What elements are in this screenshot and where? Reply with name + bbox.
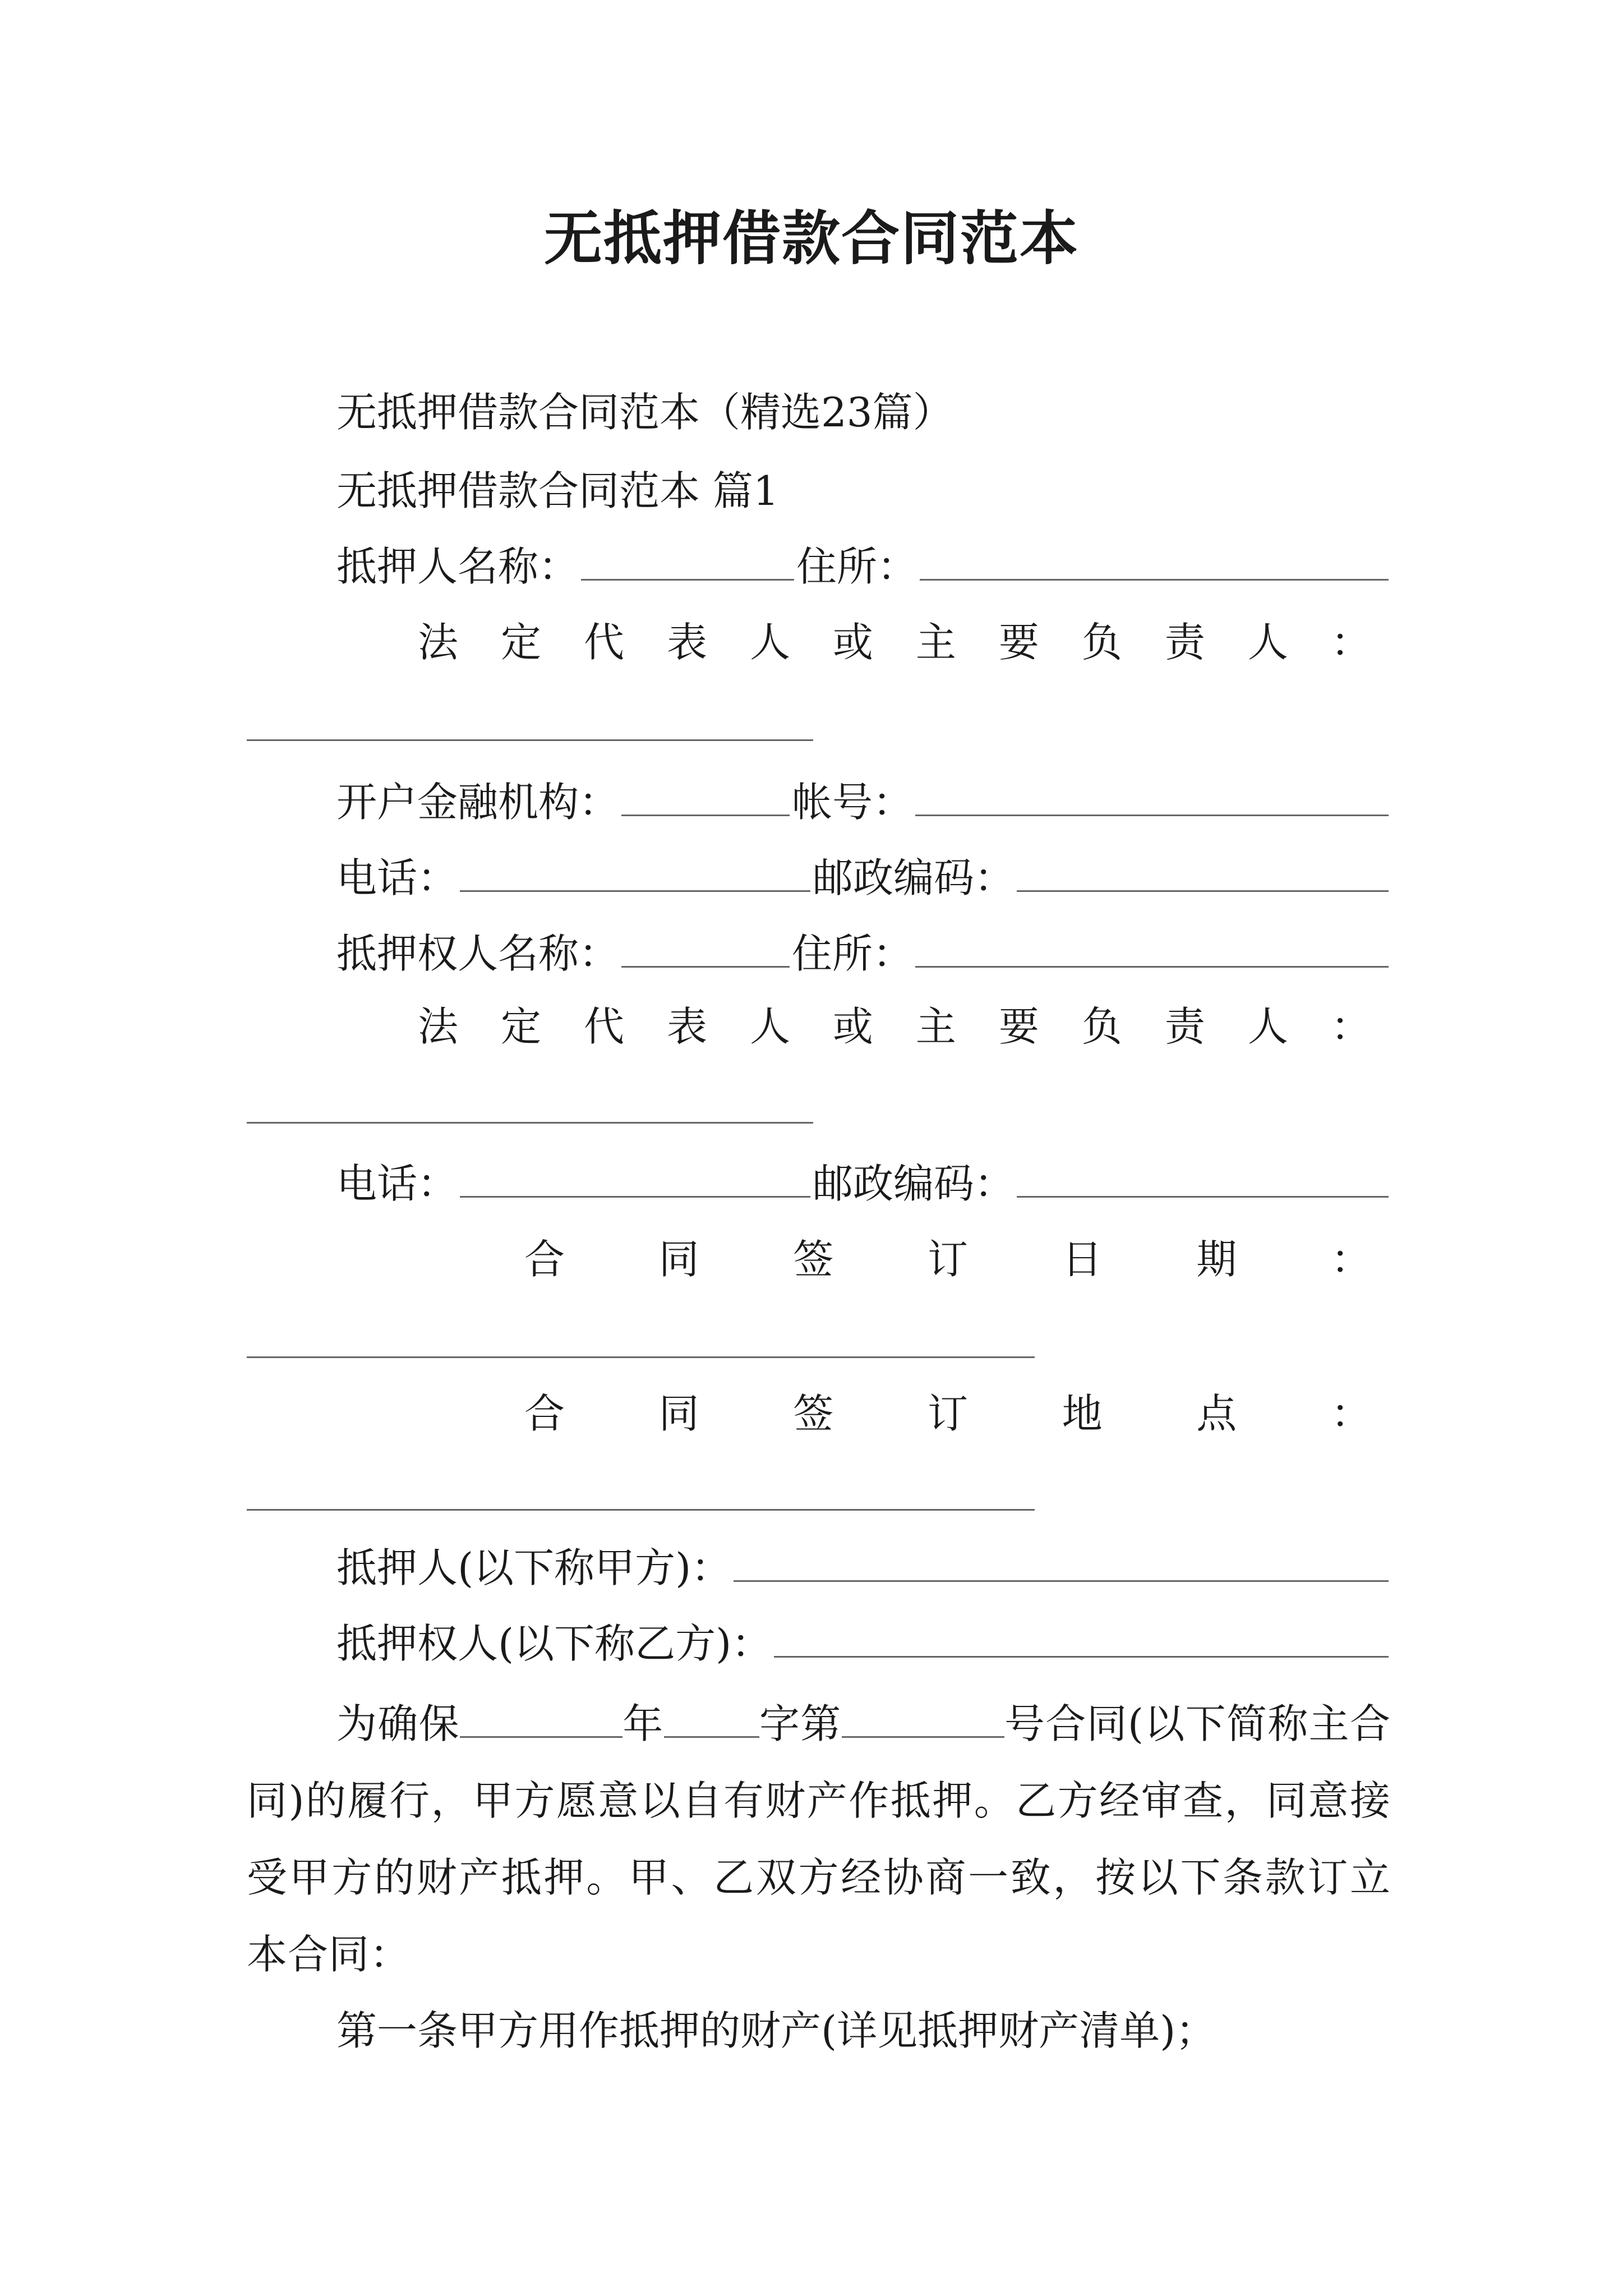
legal-rep-1-char: 负 xyxy=(1081,619,1122,666)
sign-place-char: 点 xyxy=(1196,1390,1237,1437)
legal-rep-2-char: 表 xyxy=(666,1003,707,1050)
sign-date-char: ： xyxy=(1330,1236,1371,1283)
phone-blank-2[interactable] xyxy=(460,1156,810,1198)
sign-date-char: 期 xyxy=(1196,1236,1237,1283)
phone-row-2 xyxy=(336,1153,1391,1214)
mortgagee-name-label: 抵押权人名称： xyxy=(336,930,620,977)
party-b-row xyxy=(336,1613,1391,1674)
legal-rep-1-char: 人 xyxy=(1247,619,1288,666)
legal-rep-2-char: 人 xyxy=(749,1003,790,1050)
sign-place-char: 地 xyxy=(1062,1390,1103,1437)
legal-rep-2-char: 或 xyxy=(832,1003,873,1050)
preamble-text-4: 号合同(以下简称主合同)的履行，甲方愿意以自有财产作抵押。乙方经审查，同意接受甲方的财产抵押。甲、乙双方经协商一致，按以下条款订立本合同： xyxy=(247,1700,1391,1978)
mortgagor-row xyxy=(336,536,1391,597)
legal-rep-2-char: 定 xyxy=(500,1003,541,1050)
party-b-label: 抵押权人(以下称乙方)： xyxy=(336,1620,772,1667)
account-blank[interactable] xyxy=(915,774,1389,816)
legal-rep-1-char: 法 xyxy=(418,619,459,666)
subtitle-line xyxy=(336,381,1391,443)
sign-place-label xyxy=(524,1383,1371,1444)
contract-code-blank[interactable] xyxy=(460,1697,623,1738)
postcode-label-1: 邮政编码： xyxy=(813,854,1015,901)
bank-label: 开户金融机构： xyxy=(336,779,620,826)
postcode-blank-1[interactable] xyxy=(1017,850,1389,892)
mortgagor-name-blank[interactable] xyxy=(581,539,794,581)
mortgagee-row xyxy=(336,923,1391,984)
legal-rep-1-char: 定 xyxy=(500,619,541,666)
document-title: 无抵押借款合同范本 xyxy=(543,204,1079,273)
contract-number-blank[interactable] xyxy=(842,1697,1004,1738)
section-heading-line xyxy=(336,460,1391,522)
legal-rep-1-char: 代 xyxy=(583,619,624,666)
mortgagee-residence-blank[interactable] xyxy=(915,926,1389,968)
preamble-text-3: 字第 xyxy=(759,1700,842,1747)
preamble-text-2: 年 xyxy=(622,1700,664,1747)
bank-row xyxy=(336,771,1391,833)
section-heading: 无抵押借款合同范本 篇1 xyxy=(336,467,779,514)
sign-place-char: 合 xyxy=(524,1390,565,1437)
legal-rep-2-char: 人 xyxy=(1247,1003,1288,1050)
legal-rep-2-char: 代 xyxy=(583,1003,624,1050)
bank-blank[interactable] xyxy=(621,774,790,816)
legal-rep-1-char: 或 xyxy=(832,619,873,666)
party-a-label: 抵押人(以下称甲方)： xyxy=(336,1544,732,1591)
postcode-blank-2[interactable] xyxy=(1017,1156,1389,1198)
phone-blank-1[interactable] xyxy=(460,850,810,892)
account-label: 帐号： xyxy=(792,779,914,826)
preamble-paragraph xyxy=(247,1686,1391,1993)
sign-place-char: 签 xyxy=(793,1390,834,1437)
legal-rep-2-char: 责 xyxy=(1164,1003,1205,1050)
legal-rep-1-char: 主 xyxy=(915,619,956,666)
contract-year-blank[interactable] xyxy=(664,1697,759,1738)
legal-rep-2-char: 法 xyxy=(418,1003,459,1050)
legal-rep-1-char: 要 xyxy=(998,619,1039,666)
legal-rep-2-char: 主 xyxy=(915,1003,956,1050)
article-1-line xyxy=(336,2000,1391,2062)
legal-rep-1-char: ： xyxy=(1330,619,1371,666)
sign-date-char: 签 xyxy=(793,1236,834,1283)
sign-place-blank[interactable] xyxy=(247,1509,1035,1511)
mortgagee-name-blank[interactable] xyxy=(621,926,790,968)
sign-date-char: 同 xyxy=(658,1236,699,1283)
sign-place-char: 同 xyxy=(658,1390,699,1437)
article-1: 第一条甲方用作抵押的财产(详见抵押财产清单)； xyxy=(336,2007,1216,2054)
party-b-blank[interactable] xyxy=(774,1616,1389,1658)
sign-date-char: 合 xyxy=(524,1236,565,1283)
legal-rep-1-char: 责 xyxy=(1164,619,1205,666)
preamble-text-1: 为确保 xyxy=(336,1700,460,1747)
legal-rep-2-char: 要 xyxy=(998,1003,1039,1050)
legal-rep-2-char: ： xyxy=(1330,1003,1371,1050)
party-a-blank[interactable] xyxy=(734,1540,1389,1582)
phone-row-1 xyxy=(336,847,1391,909)
subtitle: 无抵押借款合同范本（精选23篇） xyxy=(336,389,953,436)
phone-label-2: 电话： xyxy=(336,1160,458,1207)
sign-date-char: 日 xyxy=(1062,1236,1103,1283)
sign-place-char: 订 xyxy=(927,1390,968,1437)
sign-place-char: ： xyxy=(1330,1390,1371,1437)
legal-rep-label-2 xyxy=(418,996,1371,1057)
sign-date-char: 订 xyxy=(927,1236,968,1283)
legal-rep-blank-1[interactable] xyxy=(247,739,813,741)
legal-rep-1-char: 人 xyxy=(749,619,790,666)
postcode-label-2: 邮政编码： xyxy=(813,1160,1015,1207)
mortgagor-residence-label: 住所： xyxy=(796,543,918,590)
legal-rep-1-char: 表 xyxy=(666,619,707,666)
phone-label-1: 电话： xyxy=(336,854,458,901)
mortgagor-residence-blank[interactable] xyxy=(920,539,1389,581)
sign-date-label xyxy=(524,1228,1371,1290)
sign-date-blank[interactable] xyxy=(247,1356,1035,1358)
mortgagor-name-label: 抵押人名称： xyxy=(336,543,579,590)
legal-rep-label-1 xyxy=(418,611,1371,673)
mortgagee-residence-label: 住所： xyxy=(792,930,914,977)
legal-rep-blank-2[interactable] xyxy=(247,1122,813,1124)
legal-rep-2-char: 负 xyxy=(1081,1003,1122,1050)
party-a-row xyxy=(336,1537,1391,1599)
